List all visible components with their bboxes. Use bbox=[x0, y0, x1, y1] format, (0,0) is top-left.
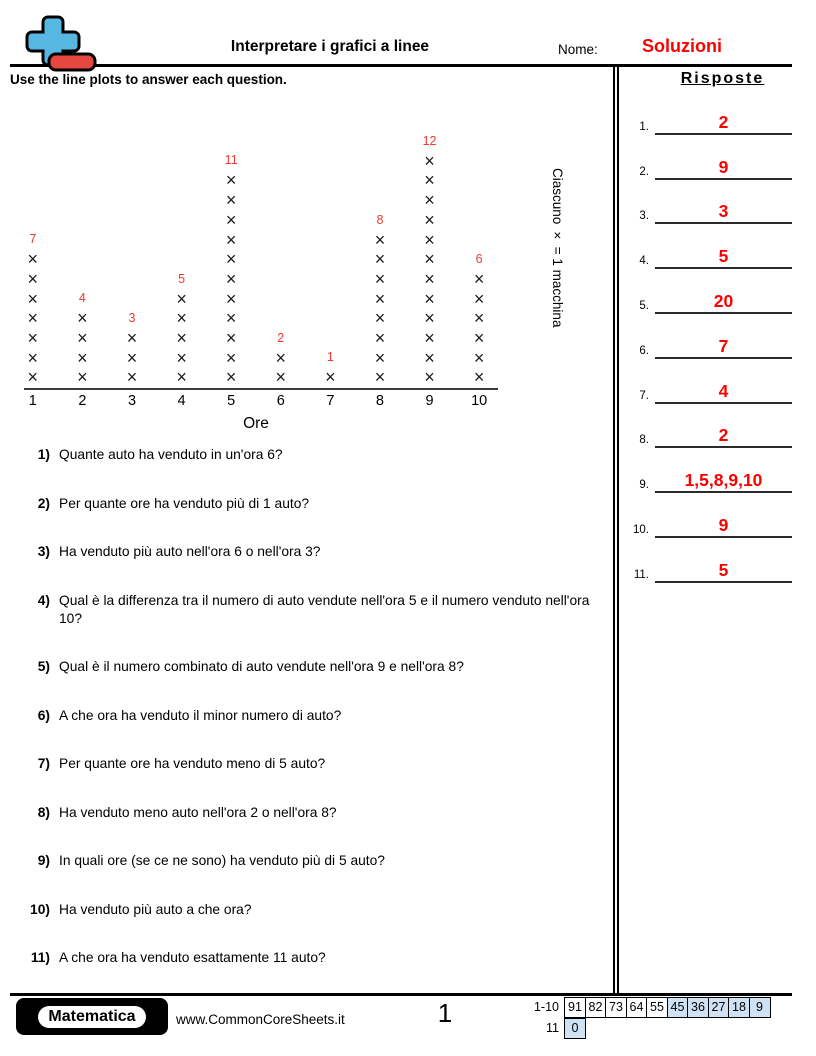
x-mark-icon: × bbox=[225, 327, 237, 348]
answer-blank-line bbox=[655, 200, 792, 224]
x-mark-icon: × bbox=[275, 347, 287, 368]
chart-count-label: 4 bbox=[78, 291, 86, 306]
x-mark-icon: × bbox=[27, 268, 39, 289]
score-cell: 0 bbox=[564, 1018, 586, 1039]
question-number: 4) bbox=[37, 592, 50, 608]
x-mark-icon: × bbox=[225, 170, 237, 191]
x-mark-icon: × bbox=[424, 347, 435, 368]
x-mark-icon: × bbox=[374, 327, 386, 348]
question-text: Per quante ore ha venduto più di 1 auto? bbox=[59, 495, 310, 511]
answer-value: 3 bbox=[718, 201, 729, 222]
answer-row bbox=[625, 269, 792, 314]
answer-number: 11. bbox=[633, 568, 649, 581]
site-url: www.CommonCoreSheets.it bbox=[176, 1012, 345, 1027]
answer-number: 5. bbox=[639, 299, 649, 312]
answer-number: 10. bbox=[633, 523, 649, 536]
answer-value: 5 bbox=[718, 559, 729, 580]
answer-value: 9 bbox=[718, 514, 729, 535]
score-row bbox=[524, 997, 771, 1018]
x-mark-icon: × bbox=[424, 209, 435, 230]
answers-title: Risposte bbox=[680, 70, 765, 87]
x-mark-icon: × bbox=[176, 288, 187, 309]
x-mark-icon: × bbox=[77, 367, 88, 388]
question-text: Ha venduto meno auto nell'ora 2 o nell'ora 8? bbox=[59, 804, 337, 820]
score-cells bbox=[564, 997, 771, 1018]
chart-column bbox=[157, 132, 207, 388]
question-row bbox=[10, 949, 614, 967]
x-mark-icon: × bbox=[424, 249, 435, 270]
question-text: Per quante ore ha venduto meno di 5 auto? bbox=[59, 756, 326, 771]
chart-column bbox=[405, 132, 455, 388]
x-mark-icon: × bbox=[374, 229, 386, 250]
x-mark-icon: × bbox=[225, 367, 237, 388]
answer-row bbox=[625, 314, 792, 359]
answers-list bbox=[625, 90, 792, 583]
chart-column bbox=[107, 132, 157, 388]
score-cell: 82 bbox=[585, 997, 607, 1018]
question-text: Quante auto ha venduto in un'ora 6? bbox=[59, 447, 283, 462]
question-row bbox=[10, 446, 614, 464]
x-mark-icon: × bbox=[225, 308, 237, 329]
chart-count-label: 8 bbox=[376, 212, 384, 227]
page-title: Interpretare i grafici a linee bbox=[230, 38, 430, 55]
question-row bbox=[10, 543, 614, 561]
footer-divider bbox=[10, 993, 792, 996]
score-cell: 18 bbox=[728, 997, 750, 1018]
answer-value: 7 bbox=[718, 335, 729, 356]
x-mark-icon: × bbox=[225, 249, 237, 270]
x-mark-icon: × bbox=[77, 327, 88, 348]
question-number: 11) bbox=[30, 950, 50, 965]
x-mark-icon: × bbox=[473, 288, 485, 309]
x-mark-icon: × bbox=[325, 367, 336, 388]
x-mark-icon: × bbox=[77, 347, 88, 368]
question-text: Ha venduto più auto a che ora? bbox=[59, 901, 252, 917]
chart-count-label: 12 bbox=[422, 133, 437, 148]
question-number: 3) bbox=[37, 544, 50, 559]
chart-column bbox=[355, 132, 405, 388]
answer-blank-line bbox=[655, 469, 792, 493]
answer-number: 6. bbox=[639, 344, 649, 357]
question-number: 6) bbox=[37, 707, 50, 723]
x-mark-icon: × bbox=[126, 347, 138, 368]
chart-tick-label: 8 bbox=[375, 393, 384, 409]
answer-row bbox=[625, 224, 792, 269]
answer-blank-line bbox=[655, 514, 792, 538]
question-text: Qual è la differenza tra il numero di auto vendute nell'ora 5 e il numero venduto nell'ora 10? bbox=[59, 592, 590, 626]
x-mark-icon: × bbox=[275, 367, 287, 388]
score-cell: 64 bbox=[626, 997, 648, 1018]
question-text: In quali ore (se ce ne sono) ha venduto più di 5 auto? bbox=[59, 853, 385, 868]
x-mark-icon: × bbox=[176, 327, 187, 348]
answer-blank-line bbox=[655, 245, 792, 269]
chart-tick-label: 6 bbox=[276, 393, 285, 409]
score-cell: 9 bbox=[749, 997, 771, 1018]
question-row bbox=[10, 852, 614, 870]
chart-column bbox=[306, 132, 356, 388]
answer-number: 1. bbox=[639, 120, 649, 133]
questions-list bbox=[10, 446, 614, 998]
question-row bbox=[10, 495, 614, 513]
question-text: A che ora ha venduto il minor numero di auto? bbox=[59, 707, 342, 723]
answer-blank-line bbox=[655, 380, 792, 404]
answer-value: 4 bbox=[718, 380, 729, 401]
x-mark-icon: × bbox=[374, 347, 386, 368]
chart-column bbox=[454, 132, 504, 388]
chart-count-label: 3 bbox=[128, 310, 136, 325]
x-mark-icon: × bbox=[27, 249, 39, 270]
x-mark-icon: × bbox=[176, 308, 187, 329]
page-number: 1 bbox=[437, 998, 453, 1028]
chart-tick-label: 10 bbox=[471, 393, 488, 409]
answer-number: 7. bbox=[639, 389, 649, 402]
x-mark-icon: × bbox=[424, 327, 435, 348]
brand-name: Matematica bbox=[38, 1006, 145, 1028]
x-mark-icon: × bbox=[473, 347, 485, 368]
chart-tick-labels bbox=[8, 393, 508, 409]
score-row-label: 11 bbox=[546, 1021, 559, 1035]
x-mark-icon: × bbox=[27, 367, 39, 388]
chart-tick-label: 4 bbox=[177, 393, 186, 409]
question-text: A che ora ha venduto esattamente 11 auto? bbox=[59, 950, 326, 965]
answer-value: 5 bbox=[718, 246, 729, 267]
answer-row bbox=[625, 404, 792, 449]
chart-x-axis-title: Ore bbox=[243, 415, 269, 432]
answer-row bbox=[625, 180, 792, 225]
answer-value: 2 bbox=[718, 425, 729, 446]
x-mark-icon: × bbox=[225, 209, 237, 230]
plus-minus-logo-icon bbox=[16, 12, 98, 74]
answer-value: 2 bbox=[718, 111, 729, 132]
chart-column bbox=[206, 132, 256, 388]
x-mark-icon: × bbox=[473, 308, 485, 329]
question-number: 9) bbox=[37, 853, 50, 868]
x-mark-icon: × bbox=[374, 288, 386, 309]
name-label: Nome: bbox=[558, 42, 598, 57]
answer-row bbox=[625, 448, 792, 493]
question-row bbox=[10, 592, 614, 628]
x-mark-icon: × bbox=[225, 347, 237, 368]
x-mark-icon: × bbox=[374, 268, 386, 289]
chart-key-label: Ciascuno × = 1 macchina bbox=[550, 168, 565, 328]
x-mark-icon: × bbox=[77, 308, 88, 329]
chart-count-label: 6 bbox=[475, 251, 483, 266]
x-mark-icon: × bbox=[424, 150, 435, 171]
chart-columns bbox=[8, 132, 508, 388]
chart-count-label: 5 bbox=[178, 271, 186, 286]
score-row bbox=[524, 1018, 771, 1039]
x-mark-icon: × bbox=[374, 249, 386, 270]
x-mark-icon: × bbox=[126, 367, 138, 388]
chart-tick-label: 3 bbox=[127, 393, 137, 409]
answer-blank-line bbox=[655, 424, 792, 448]
answer-blank-line bbox=[655, 290, 792, 314]
answer-row bbox=[625, 538, 792, 583]
answer-value: 20 bbox=[713, 290, 734, 311]
question-number: 2) bbox=[37, 495, 50, 511]
x-mark-icon: × bbox=[126, 327, 138, 348]
question-number: 5) bbox=[37, 659, 50, 674]
score-cell: 73 bbox=[605, 997, 627, 1018]
x-mark-icon: × bbox=[374, 367, 386, 388]
chart-column bbox=[58, 132, 108, 388]
score-cell: 36 bbox=[687, 997, 709, 1018]
header-divider bbox=[10, 64, 792, 67]
line-plot-chart bbox=[8, 132, 508, 433]
chart-tick-label: 5 bbox=[227, 393, 236, 409]
chart-tick-label: 1 bbox=[28, 393, 37, 409]
x-mark-icon: × bbox=[424, 288, 435, 309]
x-mark-icon: × bbox=[424, 268, 435, 289]
answer-blank-line bbox=[655, 156, 792, 180]
solutions-label: Soluzioni bbox=[642, 36, 722, 56]
chart-count-label: 2 bbox=[277, 330, 285, 345]
question-number: 7) bbox=[37, 756, 50, 771]
answer-blank-line bbox=[655, 559, 792, 583]
chart-count-label: 1 bbox=[326, 350, 334, 365]
question-row bbox=[10, 658, 614, 676]
x-mark-icon: × bbox=[374, 308, 386, 329]
x-mark-icon: × bbox=[225, 268, 237, 289]
answer-row bbox=[625, 359, 792, 404]
chart-x-axis bbox=[24, 388, 498, 390]
x-mark-icon: × bbox=[27, 347, 39, 368]
x-mark-icon: × bbox=[424, 170, 435, 191]
x-mark-icon: × bbox=[424, 367, 435, 388]
question-number: 8) bbox=[37, 804, 50, 820]
chart-tick-label: 2 bbox=[78, 393, 87, 409]
chart-column bbox=[256, 132, 306, 388]
instructions-text: Use the line plots to answer each question. bbox=[10, 72, 287, 87]
score-cell: 55 bbox=[646, 997, 668, 1018]
score-cell: 45 bbox=[667, 997, 689, 1018]
score-row-label: 1-10 bbox=[533, 1000, 559, 1014]
x-mark-icon: × bbox=[424, 190, 435, 211]
x-mark-icon: × bbox=[225, 229, 237, 250]
x-mark-icon: × bbox=[473, 268, 485, 289]
x-mark-icon: × bbox=[27, 288, 39, 309]
answer-row bbox=[625, 90, 792, 135]
chart-count-label: 11 bbox=[224, 153, 238, 168]
question-number: 1) bbox=[37, 447, 50, 462]
score-cell: 27 bbox=[708, 997, 730, 1018]
answer-blank-line bbox=[655, 111, 792, 135]
x-mark-icon: × bbox=[473, 327, 485, 348]
question-row bbox=[10, 804, 614, 822]
x-mark-icon: × bbox=[473, 367, 485, 388]
question-text: Qual è il numero combinato di auto vendute nell'ora 9 e nell'ora 8? bbox=[59, 659, 464, 674]
answer-value: 9 bbox=[718, 156, 729, 177]
answer-blank-line bbox=[655, 335, 792, 359]
answer-number: 2. bbox=[639, 165, 649, 178]
answer-number: 8. bbox=[639, 434, 649, 447]
brand-badge bbox=[16, 998, 168, 1035]
answer-value: 1,5,8,9,10 bbox=[684, 470, 763, 491]
question-row bbox=[10, 707, 614, 725]
x-mark-icon: × bbox=[176, 367, 187, 388]
x-mark-icon: × bbox=[424, 308, 435, 329]
x-mark-icon: × bbox=[27, 308, 39, 329]
chart-count-label: 7 bbox=[29, 232, 37, 247]
question-row bbox=[10, 755, 614, 773]
answer-row bbox=[625, 135, 792, 180]
chart-column bbox=[8, 132, 58, 388]
x-mark-icon: × bbox=[225, 288, 237, 309]
answer-number: 9. bbox=[639, 479, 649, 492]
x-mark-icon: × bbox=[424, 229, 435, 250]
chart-tick-label: 9 bbox=[425, 393, 434, 409]
question-number: 10) bbox=[30, 901, 50, 917]
question-row bbox=[10, 901, 614, 919]
answer-row bbox=[625, 493, 792, 538]
score-cells bbox=[564, 1018, 586, 1039]
chart-tick-label: 7 bbox=[326, 393, 335, 409]
question-text: Ha venduto più auto nell'ora 6 o nell'ora 3? bbox=[59, 544, 321, 559]
answers-panel bbox=[625, 70, 792, 583]
score-cell: 91 bbox=[564, 997, 586, 1018]
answer-number: 3. bbox=[639, 210, 649, 223]
score-table bbox=[524, 997, 771, 1039]
x-mark-icon: × bbox=[27, 327, 39, 348]
x-mark-icon: × bbox=[225, 190, 237, 211]
answer-number: 4. bbox=[639, 255, 649, 268]
x-mark-icon: × bbox=[176, 347, 187, 368]
